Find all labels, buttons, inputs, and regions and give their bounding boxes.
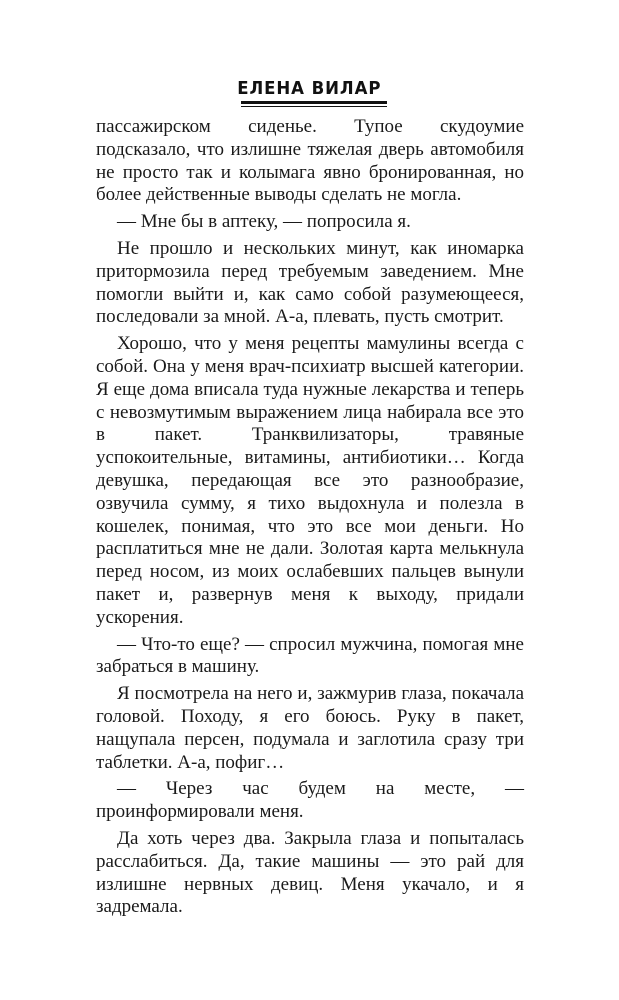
paragraph: — Мне бы в аптеку, — попросила я.	[117, 211, 411, 233]
running-head-rule	[241, 101, 387, 104]
running-head	[0, 80, 619, 99]
author-name: ЕЛЕНА ВИЛАР	[237, 78, 382, 99]
paragraph: — Через час будем на месте, — проинформировали меня.	[96, 778, 524, 823]
paragraph: пассажирском сиденье. Тупое скудоумие подсказало, что излишне тяжелая дверь автомобиля не просто так и колымага явно бронированная, но более действенные выводы сделать не могла.	[96, 116, 524, 206]
running-head-rule-thin	[241, 106, 387, 107]
paragraph: Я посмотрела на него и, зажмурив глаза, покачала головой. Походу, я его боюсь. Руку в пакет, нащупала персен, подумала и заглотила сразу три таблетки. А-а, пофиг…	[96, 683, 524, 773]
paragraph: Да хоть через два. Закрыла глаза и попыталась расслабиться. Да, такие машины — это рай для излишне нервных девиц. Меня укачало, и я задремала.	[96, 827, 524, 918]
paragraph: Не прошло и нескольких минут, как иномарка притормозила перед требуемым заведением. Мне помогли выйти и, как само собой разумеющееся, последовали за мной. А-а, плевать, пусть смотрит.	[96, 237, 524, 328]
body-text	[96, 116, 524, 919]
paragraph: — Что-то еще? — спросил мужчина, помогая мне забраться в машину.	[96, 633, 524, 678]
paragraph: Хорошо, что у меня рецепты мамулины всегда с собой. Она у меня врач-психиатр высшей категории. Я еще дома вписала туда нужные лекарства и теперь с невозмутимым выражением лица набирала все это в пакет. Транквилизаторы, травяные успокоительные, витамины, антибиотики… Когда девушка, передающая все это разнообразие, озвучила сумму, я тихо выдохнула и полезла в кошелек, понимая, что это все мои деньги. Но расплатиться мне не дали. Золотая карта мелькнула перед носом, из моих ослабевших пальцев вынули пакет и, развернув меня к выходу, придали ускорения.	[96, 333, 524, 628]
